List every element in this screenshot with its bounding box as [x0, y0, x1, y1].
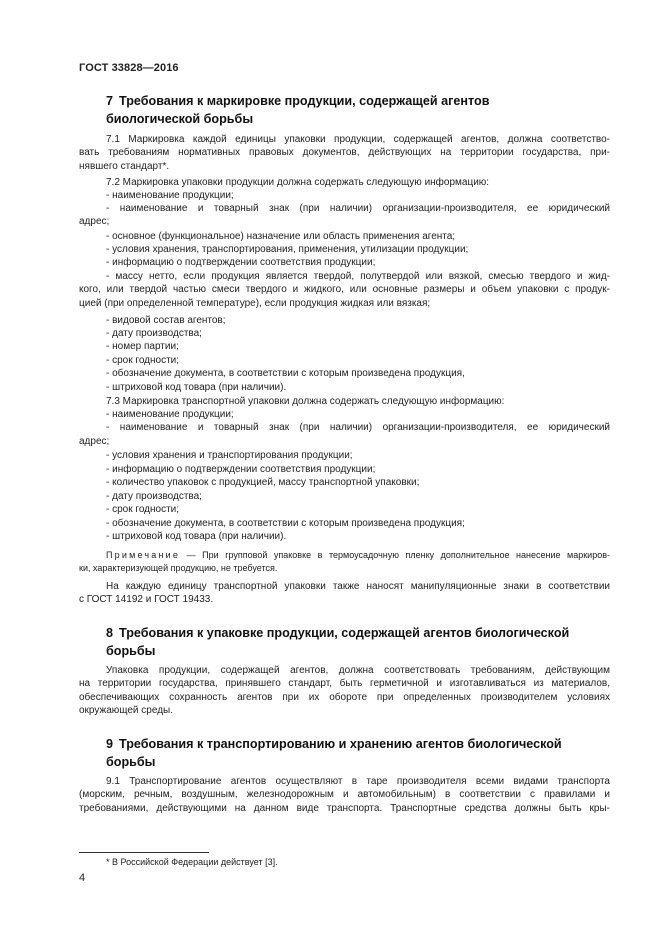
list-item: - количество упаковок с продукцией, массу транспортной упаковки; — [106, 477, 420, 488]
section-7-title — [106, 92, 606, 128]
note-label: Примечание — [106, 550, 181, 560]
text-line: с ГОСТ 14192 и ГОСТ 19433. — [79, 594, 214, 606]
list-item: - основное (функциональное) назначение или область применения агента; — [106, 231, 456, 242]
document-header: ГОСТ 33828—2016 — [79, 62, 179, 74]
list-item: - условия хранения, транспортирования, применения, утилизации продукции; — [106, 244, 469, 255]
text-line: На каждую единицу транспортной упаковки также наносят манипуляционные знаки в соответствии — [106, 581, 610, 592]
list-item-mass — [79, 270, 610, 310]
list-item: - штриховой код товара (при наличии). — [106, 531, 287, 542]
paragraph-7-2: 7.2 Маркировка упаковки продукции должна содержать следующую информацию: — [106, 177, 490, 188]
text-line: окружающей среды. — [79, 704, 173, 716]
list-item-continuation: адрес; — [79, 216, 110, 227]
list-item-continuation: адрес; — [79, 436, 110, 447]
list-item: - дату производства; — [106, 328, 202, 339]
text-line: 9.1 Транспортирование агентов осуществляют в таре производителя всеми видами транспорта — [106, 776, 610, 787]
text-line: цией (при определенной температуре), если продукция жидкая или вязкая; — [79, 297, 431, 309]
paragraph-7-1 — [79, 133, 610, 173]
text-line: кого, или твердой частью смеси твердого и жидкого, или основные размеры и объем упаковки с продук- — [79, 284, 610, 296]
note-text: ки, характеризующей продукцию, не требуется. — [79, 563, 278, 573]
section-title-line: борьбы — [106, 755, 156, 769]
list-item: - дату производства; — [106, 491, 202, 502]
paragraph-7-3: 7.3 Маркировка транспортной упаковки должна содержать следующую информацию: — [106, 396, 505, 407]
list-item: - информацию о подтверждении соответствия продукции; — [106, 257, 376, 268]
section-title-line: борьбы — [106, 644, 156, 658]
section-title-line: Требования к упаковке продукции, содержащей агентов биологической — [119, 626, 570, 640]
text-line: обеспечивающих сохранность агентов при их обороте при определенных производителем условиях — [79, 691, 610, 703]
list-item: - информацию о подтверждении соответствия продукции; — [106, 464, 376, 475]
list-item: - наименование продукции; — [106, 190, 234, 201]
text-line: 7.1 Маркировка каждой единицы упаковки продукции, содержащей агентов, должна соответство- — [106, 134, 610, 145]
section-8-title — [106, 624, 606, 660]
section-title-line: Требования к транспортированию и хранению агентов биологической — [119, 737, 562, 751]
list-item: - номер партии; — [106, 341, 179, 352]
section-title-line: Требования к маркировке продукции, содержащей агентов — [119, 94, 490, 108]
list-item: - срок годности; — [106, 355, 180, 366]
note-text: — При групповой упаковке в термоусадочную пленку дополнительное нанесение маркиров- — [180, 550, 610, 560]
list-item: - наименование и товарный знак (при наличии) организации-производителя, ее юридический — [106, 422, 610, 433]
text-line: на территории государства, принявшего стандарт, быть герметичной и изготавливаться из материалов, — [79, 678, 610, 690]
list-item: - обозначение документа, в соответствии с которым произведена продукция; — [106, 518, 465, 529]
text-line: вать требованиям нормативных правовых документов, действующих на территории государства, при- — [79, 147, 610, 159]
paragraph-9-1 — [79, 775, 610, 815]
list-item: - наименование продукции; — [106, 409, 234, 420]
list-item: - обозначение документа, в соответствии с которым произведена продукция, — [106, 368, 465, 379]
section-9-title — [106, 735, 606, 771]
text-line: требованиями, действующими на данном виде транспорта. Транспортные средства должны быть кры- — [79, 802, 610, 814]
text-line: нявшего стандарт*. — [79, 160, 170, 172]
list-item: - срок годности; — [106, 504, 180, 515]
section-number: 9 — [106, 737, 114, 751]
section-title-line: биологической борьбы — [106, 112, 254, 126]
section-number: 8 — [106, 626, 114, 640]
list-item: - наименование и товарный знак (при наличии) организации-производителя, ее юридический — [106, 203, 610, 214]
footnote-divider — [79, 852, 209, 853]
text-line: - массу нетто, если продукция является твердой, полутвердой или вязкой, смесью твердого и жид- — [106, 271, 610, 282]
list-item: - видовой состав агентов; — [106, 315, 226, 326]
list-item: - штриховой код товара (при наличии). — [106, 382, 287, 393]
text-line: (морским, речным, воздушным, железнодорожным и автомобильным) в соответствии с правилами и — [79, 789, 610, 801]
paragraph-8 — [79, 664, 610, 717]
page-number: 4 — [79, 872, 86, 884]
text-line: Упаковка продукции, содержащей агентов, должна соответствовать требованиям, действующим — [106, 665, 610, 676]
section-number: 7 — [106, 94, 114, 108]
footnote: * В Российской Федерации действует [3]. — [106, 857, 278, 867]
note — [79, 549, 610, 575]
list-item: - условия хранения и транспортирования продукции; — [106, 450, 353, 461]
paragraph-manipulation-signs — [79, 580, 610, 607]
